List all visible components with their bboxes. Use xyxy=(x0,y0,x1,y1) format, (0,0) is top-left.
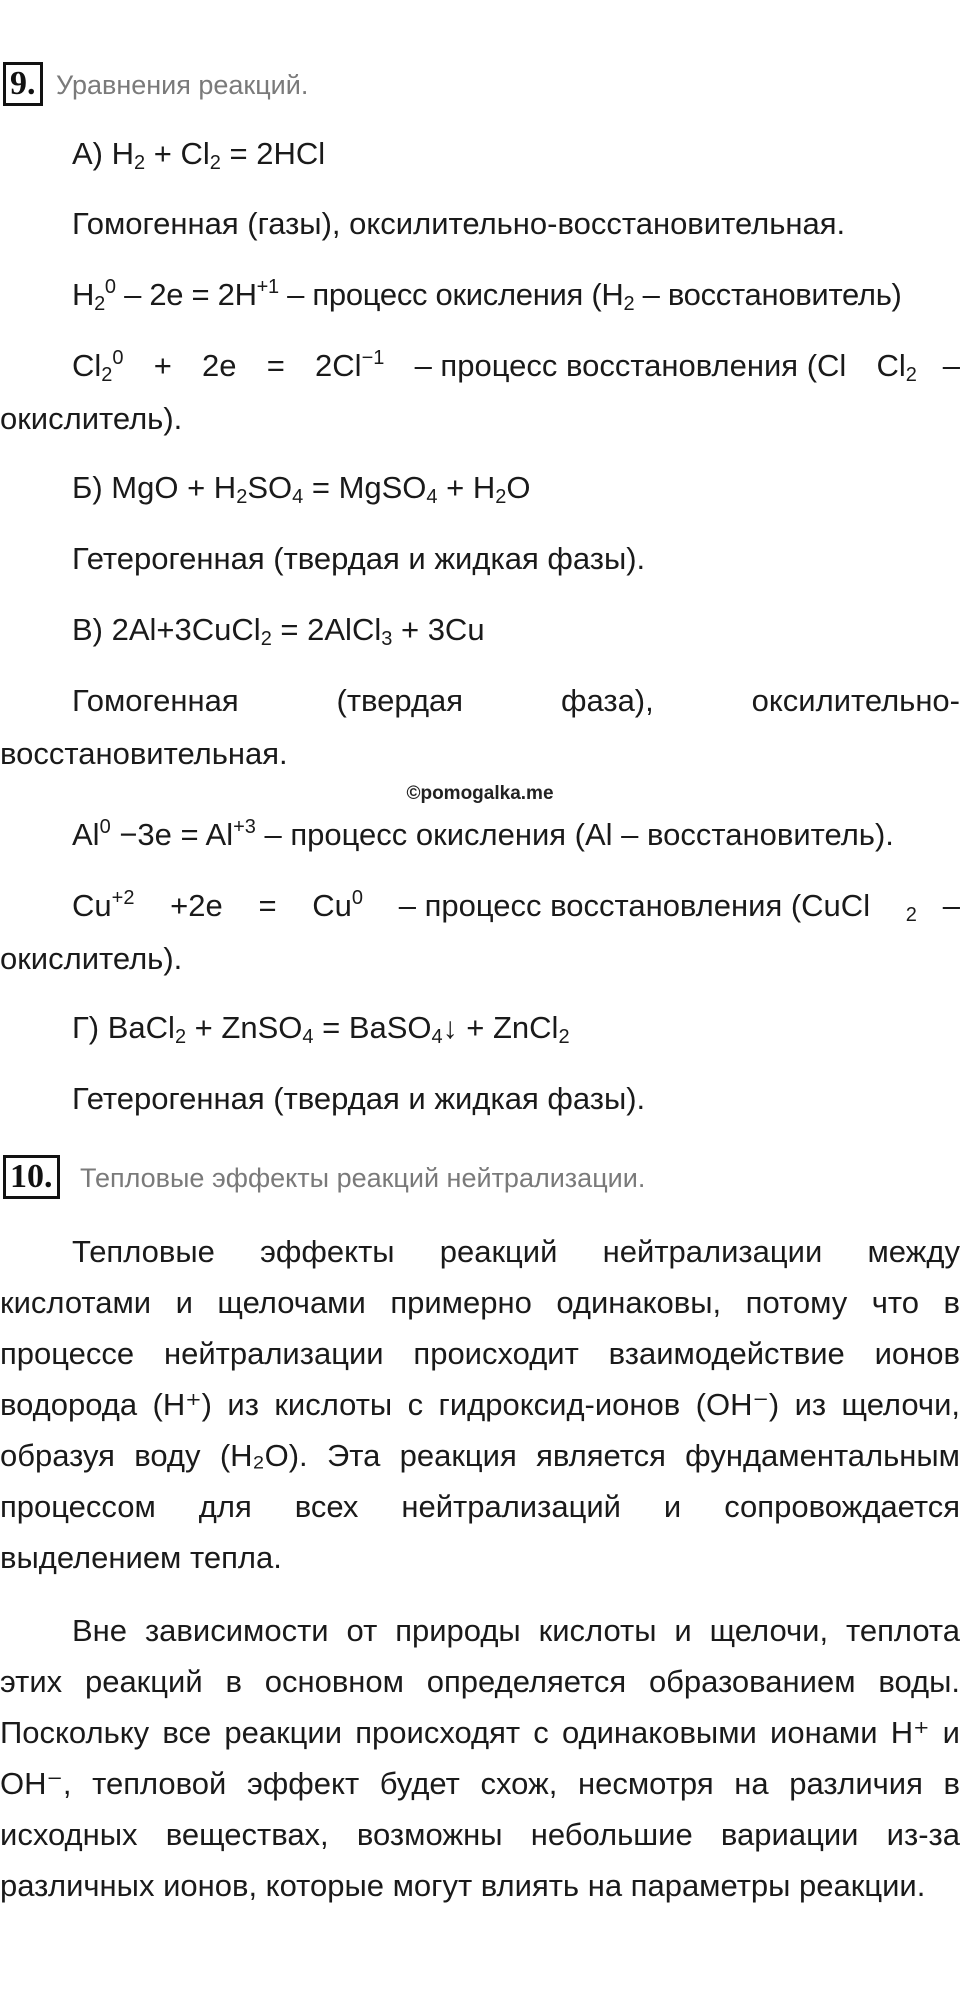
reaction-b-equation: Б) MgO + $H_2SO_4$ = MgSO$_4$ + $H_2O$ xyxy=(72,470,531,508)
reaction-b-type: Гетерогенная (твердая и жидкая фазы). xyxy=(72,541,646,576)
reaction-v-equation: В) 2Al+3CuCl$_2$ = 2AlCl$_3$ + 3Cu xyxy=(72,612,485,650)
task-9-title: Уравнения реакций. xyxy=(56,70,309,100)
reaction-v-reduction: $Cu^{+2}$ +2e = Cu$^0$ – процесс восстановления (CuCl $_2$ – xyxy=(72,887,960,926)
watermark: ©pomogalka.me xyxy=(406,783,554,804)
precipitate-arrow-icon: ↓ xyxy=(442,1012,458,1045)
task-10-paragraph-1: Тепловые эффекты реакций нейтрализации между кислотами и щелочами примерно одинаковы, потому что в процессе нейтрализации происходит взаимодействие ионов водорода (H⁺) из кислоты с гидроксид-ионов (OH⁻) из щелочи, образуя воду (H₂O). Эта реакция является фундаментальным процессом для всех нейтрализаций и сопровождается выделением тепла. xyxy=(0,1234,960,1575)
reaction-v-reduction-cont: окислитель). xyxy=(0,941,183,976)
reaction-a-reduction-cont: окислитель). xyxy=(0,401,183,436)
reaction-a-reduction: $Cl_2^0$ + 2e = $2Cl^{-1}$ – процесс восстановления (Cl $Cl_2$ – xyxy=(72,347,960,386)
reaction-g-equation: Г) BaCl$_2$ + ZnSO$_4$ = BaSO$_4$↓ + ZnCl$_2$ xyxy=(72,1010,570,1048)
task-10-paragraph-2: Вне зависимости от природы кислоты и щелочи, теплота этих реакций в основном определяется образованием воды. Поскольку все реакции происходят с одинаковыми ионами H⁺ и OH⁻, тепловой эффект будет схож, несмотря на различия в исходных веществах, возможны небольшие вариации из-за различных ионов, которые могут влиять на параметры реакции. xyxy=(0,1613,960,1903)
task-10-number: 10. xyxy=(3,1155,60,1199)
reaction-v-type-cont: восстановительная. xyxy=(0,736,288,771)
reaction-a-type: Гомогенная (газы), оксилительно-восстановительная. xyxy=(72,206,846,241)
task-10-title: Тепловые эффекты реакций нейтрализации. xyxy=(80,1163,646,1193)
reaction-a-equation: А) $H_2 + Cl_2 = 2HCl$ xyxy=(72,136,326,174)
reaction-a-oxidation: $H_2^0 - 2e = 2H^{+1}$ – процесс окисления ($H_2$ – восстановитель) xyxy=(72,276,902,315)
reaction-v-type: Гомогенная (твердая фаза), оксилительно- xyxy=(72,683,960,718)
reaction-v-oxidation: $Al^0 -3e = Al^{+3}$ – процесс окисления (Al – восстановитель). xyxy=(72,816,894,852)
task-9-number: 9. xyxy=(3,62,43,106)
reaction-g-type: Гетерогенная (твердая и жидкая фазы). xyxy=(72,1081,646,1116)
